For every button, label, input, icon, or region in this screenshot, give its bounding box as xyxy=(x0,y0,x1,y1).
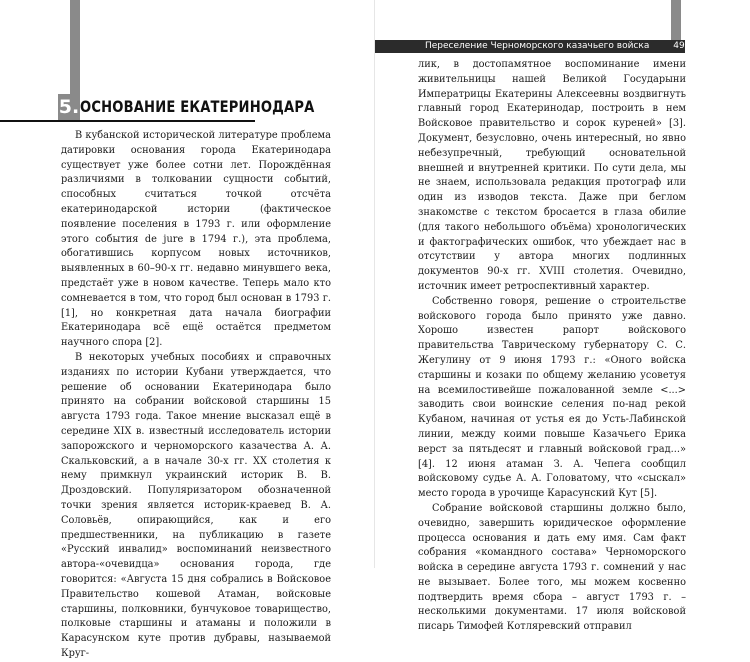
chapter-heading-rule xyxy=(0,120,255,122)
chapter-number: 5. xyxy=(58,96,80,118)
left-page-body xyxy=(61,129,331,662)
page-number: 49 xyxy=(673,41,685,51)
right-page-body xyxy=(418,58,686,635)
book-gutter xyxy=(374,0,375,568)
paragraph: В кубанской исторической литературе проблема датировки основания города Екатеринодара существует уже более сотни лет. Порождённая различиями в толковании сущности событий, способных считаться точкой отсчёта екатеринодарской истории (фактическое появление поселения в 1793 г. или оформление этого события de jure в 1794 г.), эта проблема, обогатившись корпусом новых источников, выявленных в 60–90-х гг. недавно минувшего века, предстаёт уже в новом качестве. Теперь мало кто сомневается в том, что город был основан в 1793 г. [1], но конкретная дата начала биографии Екатеринодара всё ещё остаётся предметом научного спора [2]. xyxy=(61,130,331,349)
right-page-tab-mark xyxy=(671,0,681,40)
chapter-title: ОСНОВАНИЕ ЕКАТЕРИНОДАРА xyxy=(80,97,315,116)
paragraph: Собрание войсковой старшины должно было, очевидно, завершить юридическое оформление процесса основания и дать ему имя. Сам факт собрания «командного состава» Черноморского войска в середине августа 1793 г. сомнений у нас не вызывает. Более того, мы можем косвенно подтвердить время сбора – август 1793 г. – несколькими документами. 17 июля войсковой писарь Тимофей Котляревский отправил xyxy=(418,502,686,633)
running-header-title: Переселение Черноморского казачьего войска xyxy=(425,41,650,51)
paragraph: Собственно говоря, решение о строительстве войскового города было принято уже давно. Хорошо известен рапорт войскового правительства Таврическому губернатору С. С. Жегулину от 9 июня 1793 г.: «Оного войска старшины и козаки по общему желанию усоветуя на всемилостивейше пожалованной земле <...> заводить свои воинские селения по-над рекой Кубаном, начиная от устья ея до Усть-Лабинской линии, между коими повыше Казачьего Ерика верст за пятьдесят и главный войсковой град...» [4]. 12 июня атаман З. А. Чепега сообщил войсковому судье А. А. Головатому, что «сыскал» место города в урочище Карасунский Кут [5]. xyxy=(418,295,686,500)
paragraph: В некоторых учебных пособиях и справочных изданиях по истории Кубани утверждается, что решение об основании Екатеринодара было принято на собрании войсковой старшины 15 августа 1793 года. Такое мнение высказал ещё в середине XIX в. известный исследователь истории запорожского и черноморского казачества А. А. Скальковский, а в начале 30-х гг. XX столетия к нему примкнул украинский историк В. В. Дроздовский. Популяризатором обозначенной точки зрения является историк-краевед В. А. Соловьёв, опирающийся, как и его предшественники, на публикацию в газете «Русский инвалид» воспоминаний неизвестного автора-«очевидца» основания города, где говорится: «Августа 15 дня собрались в Войсковое Правительство кошевой Атаман, войсковые старшины, полковники, бунчуковое товарищество, полковые старшины и атаманы и положили в Карасунском куте против дубравы, называемой Круг- xyxy=(61,351,331,659)
paragraph-continued: лик, в достопамятное воспоминание имени живительницы нашей Великой Государыни Императрицы Екатерины Алексеевны воздвигнуть главный город Екатеринодар, построить в нем Войсковое правительство и сорок куреней» [3]. Документ, безусловно, очень интересный, но явно небезупречный, требующий основательной внешней и внутренней критики. По сути дела, мы не знаем, использовала редакция протограф или один из изводов текста. Даже при беглом знакомстве с текстом бросается в глаза обилие (для такого небольшого объёма) хронологических и фактографических ошибок, что убеждает нас в отсутствии у автора многих подлинных документов 90-х гг. XVIII столетия. Очевидно, источник имеет ретроспективный характер. xyxy=(418,59,686,292)
